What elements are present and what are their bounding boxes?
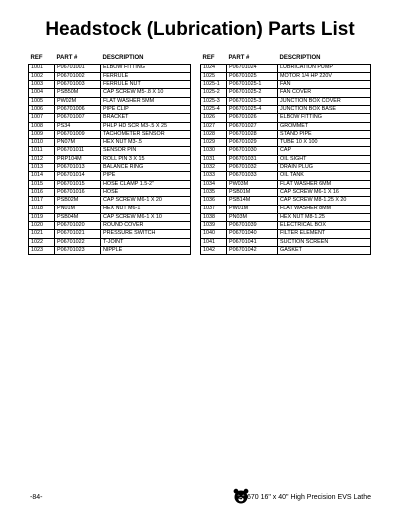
cell-description: ELBOW FITTING	[101, 64, 191, 72]
table-row	[29, 105, 191, 113]
table-row	[29, 114, 191, 122]
table-row	[29, 188, 191, 196]
table-row	[201, 164, 371, 172]
cell-ref: 1011	[29, 147, 55, 155]
table-row	[201, 139, 371, 147]
table-row	[29, 72, 191, 80]
cell-description: CAP SCREW M6-1 X 10	[101, 213, 191, 221]
parts-table-left	[28, 54, 191, 255]
cell-ref: 1009	[29, 130, 55, 138]
cell-description: HEX NUT M3-.5	[101, 139, 191, 147]
cell-description: OIL TANK	[278, 172, 371, 180]
parts-table-right	[200, 54, 371, 255]
cell-description: BALANCE RING	[101, 164, 191, 172]
cell-ref: 1032	[201, 164, 227, 172]
cell-part-number: P06701025-3	[227, 97, 278, 105]
cell-part-number: P06701011	[55, 147, 101, 155]
cell-ref: 1006	[29, 105, 55, 113]
cell-part-number: P06701013	[55, 164, 101, 172]
cell-part-number: P06701029	[227, 139, 278, 147]
table-row	[201, 105, 371, 113]
cell-part-number: P06701028	[227, 130, 278, 138]
table-row	[29, 122, 191, 130]
cell-ref: 1029	[201, 139, 227, 147]
cell-ref: 1040	[201, 230, 227, 238]
cell-part-number: P06701025-4	[227, 105, 278, 113]
cell-description: FLAT WASHER 6MM	[278, 180, 371, 188]
header-part: PART #	[56, 55, 78, 61]
table-row	[29, 164, 191, 172]
table-row	[29, 97, 191, 105]
cell-description: OIL SIGHT	[278, 155, 371, 163]
cell-ref: 1019	[29, 213, 55, 221]
cell-part-number: PSB14M	[227, 197, 278, 205]
table-row	[29, 213, 191, 221]
cell-part-number: PSB02M	[55, 197, 101, 205]
cell-ref: 1025-1	[201, 81, 227, 89]
cell-description: BRACKET	[101, 114, 191, 122]
table-row	[29, 197, 191, 205]
cell-part-number: PN07M	[55, 139, 101, 147]
cell-description: ROUND COVER	[101, 222, 191, 230]
cell-ref: 1015	[29, 180, 55, 188]
cell-part-number: P06701025-2	[227, 89, 278, 97]
cell-part-number: P06701021	[55, 230, 101, 238]
cell-part-number: P06701022	[55, 238, 101, 246]
table-row	[29, 180, 191, 188]
cell-ref: 1025	[201, 72, 227, 80]
table-row	[201, 72, 371, 80]
cell-description: CAP SCREW M8-1.25 X 20	[278, 197, 371, 205]
header-part: PART #	[228, 55, 250, 61]
table-row	[29, 130, 191, 138]
table-row	[201, 230, 371, 238]
cell-part-number: P06701030	[227, 147, 278, 155]
cell-description: ELBOW FITTING	[278, 114, 371, 122]
cell-description: FERRULE	[101, 72, 191, 80]
table-row	[201, 247, 371, 255]
table-row	[201, 155, 371, 163]
table-row	[201, 147, 371, 155]
cell-part-number: P06701006	[55, 105, 101, 113]
header-description: DESCRIPTION	[102, 55, 144, 61]
cell-description: FLAT WASHER 5MM	[101, 97, 191, 105]
table-row	[201, 180, 371, 188]
cell-part-number: PN03M	[227, 213, 278, 221]
table-row	[201, 238, 371, 246]
table-row	[29, 172, 191, 180]
cell-ref: 1024	[201, 64, 227, 72]
table-row	[29, 230, 191, 238]
table-row	[201, 205, 371, 213]
cell-part-number: P06701042	[227, 247, 278, 255]
cell-description: T-JOINT	[101, 238, 191, 246]
cell-description: HOSE CLAMP 1.5-2"	[101, 180, 191, 188]
cell-part-number: P06701039	[227, 222, 278, 230]
cell-part-number: PW01M	[227, 205, 278, 213]
cell-ref: 1001	[29, 64, 55, 72]
cell-description: FILTER ELEMENT	[278, 230, 371, 238]
cell-ref: 1010	[29, 139, 55, 147]
cell-ref: 1007	[29, 114, 55, 122]
cell-ref: 1042	[201, 247, 227, 255]
table-row	[201, 222, 371, 230]
cell-ref: 1003	[29, 81, 55, 89]
cell-description: FERRULE NUT	[101, 81, 191, 89]
table-row	[29, 222, 191, 230]
cell-description: PIPE CLIP	[101, 105, 191, 113]
cell-part-number: P06701024	[227, 64, 278, 72]
cell-part-number: P06701015	[55, 180, 101, 188]
table-row	[29, 205, 191, 213]
page-number: -84-	[30, 494, 43, 501]
cell-ref: 1027	[201, 122, 227, 130]
cell-part-number: P06701016	[55, 188, 101, 196]
cell-description: CAP	[278, 147, 371, 155]
cell-ref: 1033	[201, 172, 227, 180]
cell-description: TACHOMETER SENSOR	[101, 130, 191, 138]
cell-ref: 1022	[29, 238, 55, 246]
cell-ref: 1002	[29, 72, 55, 80]
footer-manual-title: G0670 16" x 40" High Precision EVS Lathe	[237, 494, 371, 501]
cell-ref: 1017	[29, 197, 55, 205]
cell-ref: 1037	[201, 205, 227, 213]
cell-part-number: PSB50M	[55, 89, 101, 97]
cell-description: PRESSURE SWITCH	[101, 230, 191, 238]
cell-description: JUNCTION BOX COVER	[278, 97, 371, 105]
cell-part-number: P06701040	[227, 230, 278, 238]
cell-description: CAP SCREW M6-1 X 16	[278, 188, 371, 196]
header-description: DESCRIPTION	[279, 55, 321, 61]
cell-ref: 1025-2	[201, 89, 227, 97]
cell-part-number: P06701026	[227, 114, 278, 122]
page-title: Headstock (Lubrication) Parts List	[45, 19, 355, 40]
cell-part-number: P06701009	[55, 130, 101, 138]
cell-part-number: P06701033	[227, 172, 278, 180]
table-row	[201, 122, 371, 130]
cell-description: HOSE	[101, 188, 191, 196]
cell-part-number: P06701032	[227, 164, 278, 172]
cell-part-number: PW03M	[227, 180, 278, 188]
cell-part-number: P06701025-1	[227, 81, 278, 89]
cell-part-number: P06701007	[55, 114, 101, 122]
cell-ref: 1025-4	[201, 105, 227, 113]
cell-description: SUCTION SCREEN	[278, 238, 371, 246]
table-row	[201, 89, 371, 97]
cell-part-number: P06701041	[227, 238, 278, 246]
cell-part-number: P06701020	[55, 222, 101, 230]
cell-ref: 1025-3	[201, 97, 227, 105]
header-ref: REF	[202, 55, 215, 61]
cell-description: TUBE 10 X 100	[278, 139, 371, 147]
cell-description: CAP SCREW M6-1 X 20	[101, 197, 191, 205]
header-ref: REF	[30, 55, 43, 61]
cell-description: PHLP HD SCR M3-.5 X 25	[101, 122, 191, 130]
cell-description: HEX NUT M8-1.25	[278, 213, 371, 221]
table-row	[29, 139, 191, 147]
cell-part-number: PS34	[55, 122, 101, 130]
table-row	[29, 238, 191, 246]
cell-description: JUNCTION BOX BASE	[278, 105, 371, 113]
table-row	[201, 188, 371, 196]
cell-description: MOTOR 1/4 HP 220V	[278, 72, 371, 80]
table-row	[201, 97, 371, 105]
cell-description: CAP SCREW M5-.8 X 10	[101, 89, 191, 97]
cell-description: ELECTRICAL BOX	[278, 222, 371, 230]
table-row	[29, 147, 191, 155]
cell-ref: 1038	[201, 213, 227, 221]
cell-part-number: P06701014	[55, 172, 101, 180]
cell-ref: 1026	[201, 114, 227, 122]
cell-part-number: PW02M	[55, 97, 101, 105]
cell-ref: 1036	[201, 197, 227, 205]
cell-ref: 1005	[29, 97, 55, 105]
table-row	[201, 130, 371, 138]
table-row	[201, 81, 371, 89]
table-row	[201, 114, 371, 122]
cell-ref: 1031	[201, 155, 227, 163]
cell-ref: 1014	[29, 172, 55, 180]
cell-ref: 1028	[201, 130, 227, 138]
cell-part-number: P06701001	[55, 64, 101, 72]
cell-ref: 1021	[29, 230, 55, 238]
cell-ref: 1008	[29, 122, 55, 130]
cell-description: LUBRICATION PUMP	[278, 64, 371, 72]
table-row	[201, 197, 371, 205]
cell-ref: 1023	[29, 247, 55, 255]
cell-description: SENSOR PIN	[101, 147, 191, 155]
cell-description: PIPE	[101, 172, 191, 180]
cell-ref: 1020	[29, 222, 55, 230]
table-row	[29, 81, 191, 89]
cell-ref: 1013	[29, 164, 55, 172]
table-row	[201, 64, 371, 72]
table-row	[29, 155, 191, 163]
cell-description: GASKET	[278, 247, 371, 255]
cell-ref: 1018	[29, 205, 55, 213]
cell-ref: 1016	[29, 188, 55, 196]
cell-ref: 1030	[201, 147, 227, 155]
cell-ref: 1034	[201, 180, 227, 188]
cell-description: DRAIN PLUG	[278, 164, 371, 172]
cell-part-number: P06701031	[227, 155, 278, 163]
cell-description: GROMMET	[278, 122, 371, 130]
cell-part-number: PSB01M	[227, 188, 278, 196]
cell-part-number: P06701023	[55, 247, 101, 255]
cell-ref: 1039	[201, 222, 227, 230]
cell-part-number: PRP104M	[55, 155, 101, 163]
table-header	[201, 54, 371, 64]
table-row	[201, 213, 371, 221]
cell-part-number: P06701027	[227, 122, 278, 130]
table-row	[29, 89, 191, 97]
table-header	[29, 54, 191, 64]
cell-part-number: P06701002	[55, 72, 101, 80]
table-row	[29, 247, 191, 255]
cell-part-number: P06701025	[227, 72, 278, 80]
cell-description: FAN	[278, 81, 371, 89]
cell-part-number: P06701003	[55, 81, 101, 89]
cell-description: FLAT WASHER 8MM	[278, 205, 371, 213]
cell-description: HEX NUT M6-1	[101, 205, 191, 213]
table-row	[201, 172, 371, 180]
cell-ref: 1041	[201, 238, 227, 246]
cell-ref: 1035	[201, 188, 227, 196]
cell-ref: 1012	[29, 155, 55, 163]
cell-description: NIPPLE	[101, 247, 191, 255]
cell-description: ROLL PIN 3 X 15	[101, 155, 191, 163]
cell-ref: 1004	[29, 89, 55, 97]
cell-part-number: PSB04M	[55, 213, 101, 221]
cell-part-number: PN01M	[55, 205, 101, 213]
cell-description: STAND PIPE	[278, 130, 371, 138]
cell-description: FAN COVER	[278, 89, 371, 97]
table-row	[29, 64, 191, 72]
